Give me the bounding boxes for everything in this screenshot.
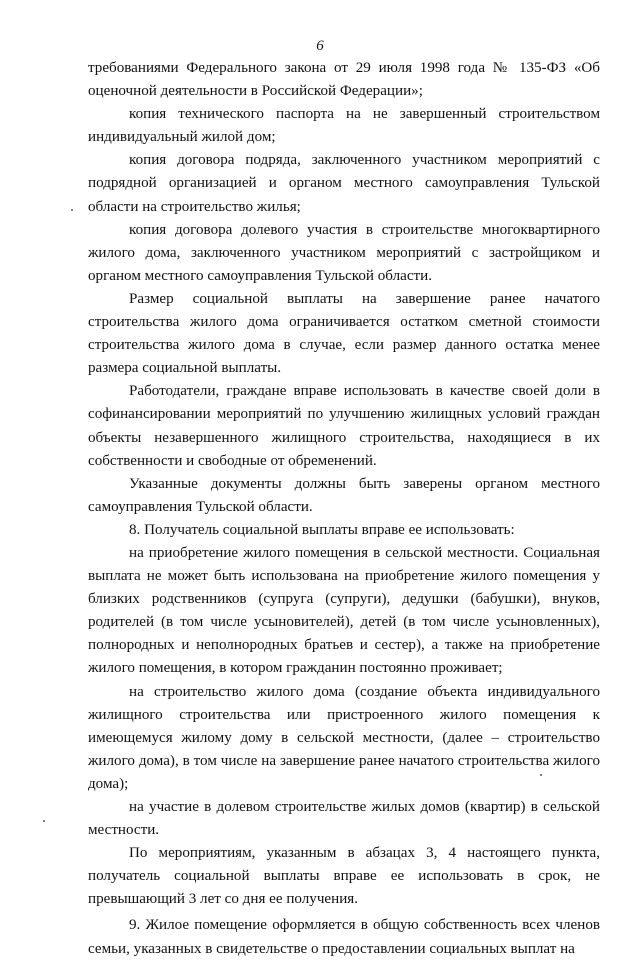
paragraph: 8. Получатель социальной выплаты вправе ее использовать: (129, 521, 515, 538)
scan-speck (43, 820, 45, 822)
paragraph: Размер социальной выплаты на завершение ранее начатого строительства жилого дома ограничивается остатком сметной стоимости строительства жилого дома в случае, если размер данного остатка менее размера социальной выплаты. (88, 290, 600, 377)
paragraph: По мероприятиям, указанным в абзацах 3, 4 настоящего пункта, получатель социальной выплаты вправе ее использовать в срок, не превышающий 3 лет со дня ее получения. (88, 845, 600, 908)
paragraph: копия технического паспорта на не завершенный строительством индивидуальный жилой дом; (88, 106, 600, 146)
paragraph: копия договора долевого участия в строительстве многоквартирного жилого дома, заключенного участником мероприятий с застройщиком и органом местного самоуправления Тульской области. (88, 221, 600, 284)
paragraph: Указанные документы должны быть заверены органом местного самоуправления Тульской области. (88, 475, 600, 515)
paragraph: на участие в долевом строительстве жилых домов (квартир) в сельской местности. (88, 799, 600, 839)
paragraph: копия договора подряда, заключенного участником мероприятий с подрядной организацией и органом местного самоуправления Тульской области на строительство жилья; (88, 152, 600, 215)
page-number: 6 (316, 38, 324, 54)
paragraph: 9. Жилое помещение оформляется в общую собственность всех членов семьи, указанных в свидетельстве о предоставлении социальных выплат на (88, 917, 600, 957)
document-body (88, 57, 600, 961)
paragraph: требованиями Федерального закона от 29 июля 1998 года № 135-ФЗ «Об оценочной деятельности в Российской Федерации»; (88, 60, 600, 100)
paragraph: на строительство жилого дома (создание объекта индивидуального жилищного строительства или пристроенного жилого помещения к имеющемуся жилому дому в сельской местности, (далее – строительство жилого дома), в том числе на завершение ранее начатого строительства жилого дома); (88, 683, 600, 792)
paragraph: Работодатели, граждане вправе использовать в качестве своей доли в софинансировании мероприятий по улучшению жилищных условий граждан объекты незавершенного жилищного строительства, находящиеся в их собственности и свободные от обременений. (88, 383, 600, 469)
scan-speck (540, 774, 542, 776)
scan-speck (71, 209, 73, 211)
paragraph: на приобретение жилого помещения в сельской местности. Социальная выплата не может быть использована на приобретение жилого помещения у близких родственников (супруга (супруги), дедушки (бабушки), внуков, родителей (в том числе усыновителей), детей (в том числе усыновленных), полнородных и неполнородных братьев и сестер), а также на приобретение жилого помещения, в котором гражданин постоянно проживает; (88, 544, 600, 677)
